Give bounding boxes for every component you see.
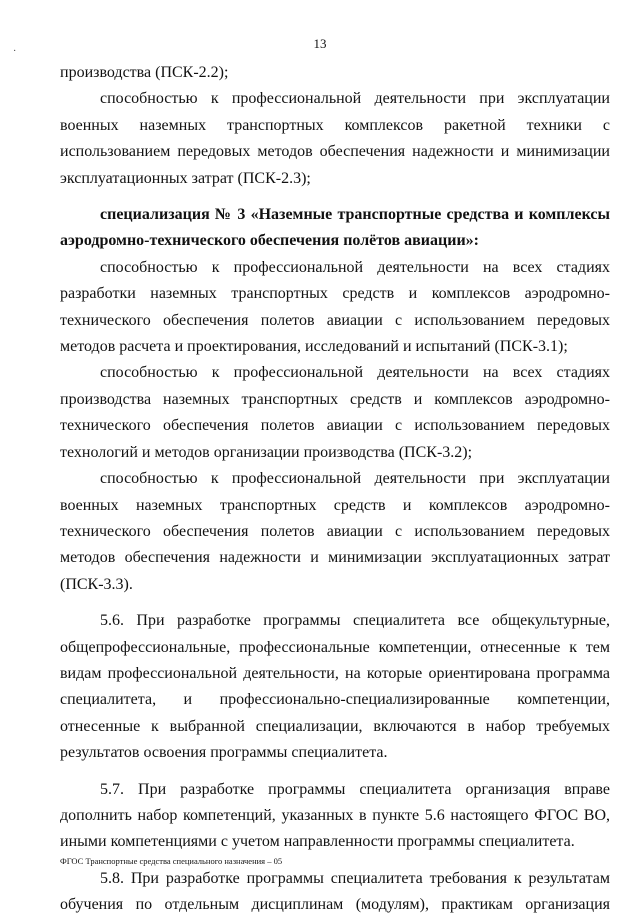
document-body: [60, 60, 610, 919]
margin-mark: ·: [13, 46, 17, 57]
paragraph-psk-3-2: способностью к профессиональной деятельности на всех стадиях производства наземных транспортных средств и комплексов аэродромно-технического обеспечения полетов авиации с использованием передовых технологий и методов организации производства (ПСК-3.2);: [60, 364, 610, 461]
paragraph-5-7: 5.7. При разработке программы специалитета организация вправе дополнить набор компетенций, указанных в пункте 5.6 настоящего ФГОС ВО, иными компетенциями с учетом направленности программы специалитета.: [60, 780, 610, 851]
specialization-3-heading-text: специализация № 3 «Наземные транспортные средства и комплексы аэродромно-технического обеспечения полётов авиации»:: [60, 206, 610, 250]
specialization-3-heading: [60, 202, 610, 255]
paragraph-psk-3-1: способностью к профессиональной деятельности на всех стадиях разработки наземных транспортных средств и комплексов аэродромно-технического обеспечения полетов авиации с использованием передовых методов расчета и проектирования, исследований и испытаний (ПСК-3.1);: [60, 258, 610, 356]
paragraph-psk-3-3: способностью к профессиональной деятельности при эксплуатации военных наземных транспортных средств и комплексов аэродромно-технического обеспечения полетов авиации с использованием передовых методов обеспечения надежности и минимизации эксплуатационных затрат (ПСК-3.3).: [60, 470, 610, 593]
page-footer: ФГОС Транспортные средства специального назначения – 05: [60, 856, 283, 866]
paragraph-psk-2-3: способностью к профессиональной деятельности при эксплуатации военных наземных транспортных комплексов ракетной техники с использованием передовых методов обеспечения надежности и минимизации эксплуатационных затрат (ПСК-2.3);: [60, 90, 610, 187]
page-number: 13: [313, 36, 327, 51]
paragraph-psk-2-2-end: производства (ПСК-2.2);: [60, 64, 229, 81]
paragraph-5-8: 5.8. При разработке программы специалитета требования к результатам обучения по отдельным дисциплинам (модулям), практикам организация: [60, 869, 610, 914]
paragraph-5-6: 5.6. При разработке программы специалитета все общекультурные, общепрофессиональные, профессиональные компетенции, отнесенные к тем видам профессиональной деятельности, на которые ориентирована программа специалитета, и профессионально-специализированные компетенции, отнесенные к выбранной специализации, включаются в набор требуемых результатов освоения программы специалитета.: [60, 612, 610, 762]
